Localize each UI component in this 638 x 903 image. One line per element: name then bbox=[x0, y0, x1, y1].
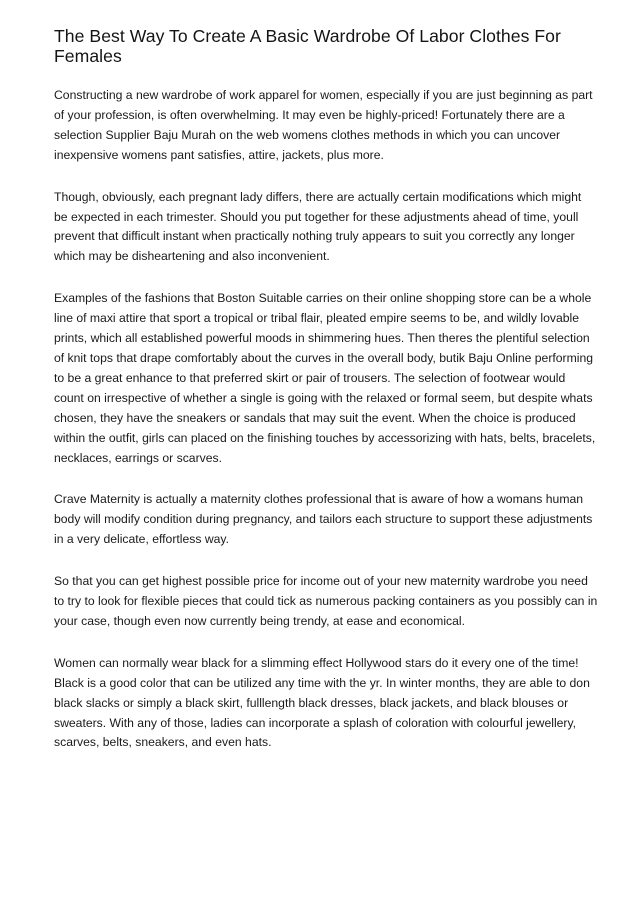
document-title: The Best Way To Create A Basic Wardrobe Of Labor Clothes For Females bbox=[54, 26, 561, 66]
paragraph-3: Examples of the fashions that Boston Suitable carries on their online shopping store can be a whole line of maxi attire that sport a tropical or tribal flair, pleated empire seems to be, and wildly lovable prints, which all established powerful moods in shimmering hues. Then theres the plentiful selection of knit tops that drape comfortably about the curves in the overall body, butik Baju Online performing to be a great enhance to that preferred skirt or pair of trousers. The selection of footwear would count on irrespective of whether a single is going with the relaxed or formal seem, but despite whats chosen, they have the sneakers or sandals that may suit the event. When the choice is produced within the outfit, girls can placed on the finishing touches by accessorizing with hats, belts, bracelets, necklaces, earrings or scarves. bbox=[54, 291, 596, 465]
paragraph-6: Women can normally wear black for a slimming effect Hollywood stars do it every one of the time! Black is a good color that can be utilized any time with the yr. In winter months, they are able to don black slacks or simply a black skirt, fulllength black dresses, black jackets, and black blouses or sweaters. With any of those, ladies can incorporate a splash of coloration with colourful jewellery, scarves, belts, sneakers, and even hats. bbox=[54, 655, 590, 750]
paragraph-5: So that you can get highest possible price for income out of your new maternity wardrobe you need to try to look for flexible pieces that could tick as numerous packing containers as you possibly can in your case, though even now currently being trendy, at ease and economical. bbox=[54, 574, 598, 628]
paragraph-2: Though, obviously, each pregnant lady differs, there are actually certain modifications which might be expected in each trimester. Should you put together for these adjustments ahead of time, youll prevent that difficult instant when practically nothing truly appears to suit you correctly any longer which may be disheartening and also inconvenient. bbox=[54, 189, 582, 264]
paragraph-1: Constructing a new wardrobe of work apparel for women, especially if you are just beginning as part of your profession, is often overwhelming. It may even be highly-priced! Fortunately there are a selection Supplier Baju Murah on the web womens clothes methods in which you can uncover inexpensive womens pant satisfies, attire, jackets, plus more. bbox=[54, 88, 593, 162]
paragraph-4: Crave Maternity is actually a maternity clothes professional that is aware of how a womans human body will modify condition during pregnancy, and tailors each structure to support these adjustments in a very delicate, effortless way. bbox=[54, 492, 593, 547]
